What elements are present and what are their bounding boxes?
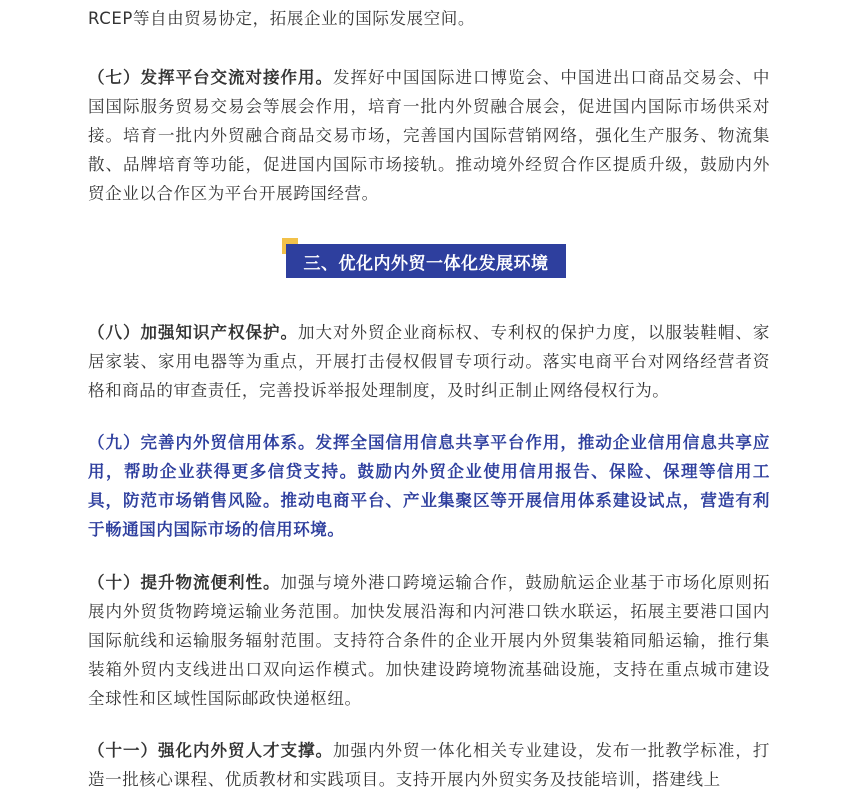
- paragraph-8: [88, 318, 770, 405]
- paragraph-lead: （十一）强化内外贸人才支撑。: [88, 741, 333, 760]
- section-heading: [282, 238, 572, 280]
- paragraph-text: 加强内外贸一体化相关专业建设，发布一批教学标准，打造一批核心课程、优质教材和实践项目。支持开展内外贸实务及技能培训，搭建线上: [88, 741, 771, 789]
- paragraph-lead: （八）加强知识产权保护。: [88, 323, 298, 342]
- paragraph-text: 加大对外贸企业商标权、专利权的保护力度，以服装鞋帽、家居家装、家用电器等为重点，开展打击侵权假冒专项行动。落实电商平台对网络经营者资格和商品的审查责任，完善投诉举报处理制度，及时纠正制止网络侵权行为。: [88, 323, 770, 400]
- paragraph-continuation: [88, 4, 770, 33]
- paragraph-10: [88, 568, 770, 713]
- paragraph-text: 发挥好中国国际进口博览会、中国进出口商品交易会、中国国际服务贸易交易会等展会作用，培育一批内外贸融合展会，促进国内国际市场供采对接。培育一批内外贸融合商品交易市场，完善国内国际营销网络，强化生产服务、物流集散、品牌培育等功能，促进国内国际市场接轨。推动境外经贸合作区提质升级，鼓励内外贸企业以合作区为平台开展跨国经营。: [88, 68, 771, 203]
- paragraph-9-highlight: [88, 428, 770, 544]
- paragraph-lead: （十）提升物流便利性。: [88, 573, 281, 592]
- section-heading-title: 三、优化内外贸一体化发展环境: [286, 244, 566, 278]
- paragraph-lead: （七）发挥平台交流对接作用。: [88, 68, 333, 87]
- paragraph-text: （九）完善内外贸信用体系。发挥全国信用信息共享平台作用，推动企业信用信息共享应用，帮助企业获得更多信贷支持。鼓励内外贸企业使用信用报告、保险、保理等信用工具，防范市场销售风险。推动电商平台、产业集聚区等开展信用体系建设试点，营造有利于畅通国内国际市场的信用环境。: [88, 433, 770, 539]
- paragraph-text: RCEP等自由贸易协定，拓展企业的国际发展空间。: [88, 9, 475, 28]
- paragraph-11: [88, 736, 770, 794]
- paragraph-text: 加强与境外港口跨境运输合作，鼓励航运企业基于市场化原则拓展内外贸货物跨境运输业务范围。加快发展沿海和内河港口铁水联运，拓展主要港口国内国际航线和运输服务辐射范围。支持符合条件的企业开展内外贸集装箱同船运输，推行集装箱外贸内支线进出口双向运作模式。加快建设跨境物流基础设施，支持在重点城市建设全球性和区域性国际邮政快递枢纽。: [88, 573, 770, 708]
- paragraph-7: [88, 63, 770, 208]
